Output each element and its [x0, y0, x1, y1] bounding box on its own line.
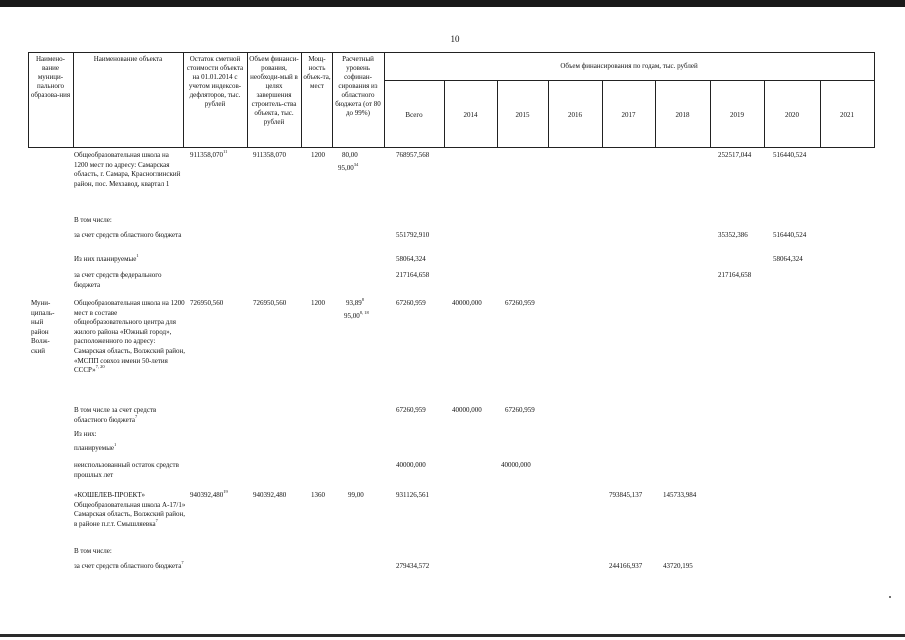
remaining-cost: 726950,560 — [190, 299, 224, 307]
total-value: 40000,000 — [396, 461, 426, 469]
subtotal-label: В том числе: — [74, 547, 112, 555]
value-2020: 58064,324 — [773, 255, 803, 263]
value-2015: 67260,959 — [505, 299, 535, 307]
subtotal-label: Из них: — [74, 430, 97, 438]
col-line — [247, 52, 248, 148]
value-2019: 252517,044 — [718, 151, 752, 159]
total-value: 768957,568 — [396, 151, 430, 159]
value-2019: 217164,658 — [718, 271, 752, 279]
scan-bottom-border — [0, 634, 905, 637]
cofinancing-level-alt: 95,00$^{8, 18}$ — [344, 310, 369, 320]
total-value: 217164,658 — [396, 271, 430, 279]
header-year-2021: 2021 — [840, 111, 854, 119]
remaining-cost: 940392,480$^{19}$ — [190, 489, 228, 499]
planned-label: планируемые$^1$ — [74, 442, 117, 452]
value-2020: 516440,524 — [773, 231, 807, 239]
federal-budget-label: за счет средств федерального бюджета — [74, 271, 162, 289]
header-remaining-cost: Остаток сметной стоимости объекта на 01.01.2014 с учетом индексов-дефляторов, тыс. рублей — [186, 55, 244, 108]
cofinancing-level-alt: 95,00$^{34}$ — [338, 162, 359, 172]
page-number: 10 — [450, 34, 460, 44]
scan-speck — [889, 596, 891, 598]
object-name: Общеобразовательная школа на 1200 мест по адресу: Самарская область, г. Самара, Красноглинский район, пос. Мехзавод, квартал 1 — [74, 151, 181, 188]
col-line — [301, 52, 302, 148]
value-2014: 40000,000 — [452, 406, 482, 414]
header-years-line — [384, 80, 874, 81]
cofinancing-level: 80,00 — [342, 151, 358, 159]
header-municipality: Наимено-вание муници-пального образова-ния — [30, 55, 71, 99]
object-name: Общеобразовательная школа на 1200 мест в составе общеобразовательного центра для жилого района «Южный город», расположенного по адресу: Самарская область, Волжский район, «МСПП совхоз имени 50-летия СССР»$^{7, 20}$ — [74, 299, 185, 375]
total-value: 67260,959 — [396, 299, 426, 307]
total-value: 931126,561 — [396, 491, 429, 499]
capacity: 1200 — [311, 299, 325, 307]
value-2015: 40000,000 — [501, 461, 531, 469]
header-year-2018: 2018 — [675, 111, 690, 119]
remaining-cost: 911358,070$^{11}$ — [190, 149, 228, 159]
value-2017: 244166,937 — [609, 562, 643, 570]
col-line — [874, 52, 875, 148]
financing-volume: 911358,070 — [253, 151, 286, 159]
regional-budget-label: за счет средств областного бюджета$^7$ — [74, 560, 184, 570]
planned-label: Из них планируемые$^1$ — [74, 253, 139, 263]
total-value: 58064,324 — [396, 255, 426, 263]
subtotal-label: В том числе: — [74, 216, 112, 224]
header-year-2016: 2016 — [568, 111, 582, 119]
header-financing-by-years: Объем финансирования по годам, тыс. рублей — [560, 62, 698, 70]
header-financing-volume: Объем финанси-рования, необходи-мый в целях завершения строитель-ства объекта, тыс. рублей — [249, 55, 299, 126]
scan-top-border — [0, 0, 905, 7]
value-2017: 793845,137 — [609, 491, 643, 499]
header-year-2015: 2015 — [515, 111, 530, 119]
col-line — [183, 52, 184, 148]
col-line — [28, 52, 29, 148]
header-year-2017: 2017 — [621, 111, 636, 119]
value-2019: 35352,386 — [718, 231, 748, 239]
unused-balance-label: неиспользованный остаток средств прошлых лет — [74, 461, 179, 479]
cofinancing-level: 93,89$^8$ — [346, 297, 364, 307]
total-value: 279434,572 — [396, 562, 430, 570]
cofinancing-level: 99,00 — [348, 491, 364, 499]
regional-budget-label: за счет средств областного бюджета — [74, 231, 182, 239]
col-line — [73, 52, 74, 148]
value-2015: 67260,959 — [505, 406, 535, 414]
municipality-name: Муни-ципаль-ный район Волж-ский — [31, 299, 55, 355]
header-year-2020: 2020 — [785, 111, 799, 119]
regional-budget-label: В том числе за счет средств областного бюджета$^7$ — [74, 406, 157, 424]
value-2014: 40000,000 — [452, 299, 482, 307]
total-value: 67260,959 — [396, 406, 426, 414]
capacity: 1200 — [311, 151, 325, 159]
col-line — [332, 52, 333, 148]
value-2020: 516440,524 — [773, 151, 807, 159]
header-bottom-line — [28, 147, 874, 148]
value-2018: 43720,195 — [663, 562, 693, 570]
object-name: «КОШЕЛЕВ-ПРОЕКТ» Общеобразовательная школа А-17/1» Самарская область, Волжский район, в районе п.г.т. Смышляевка$^7$ — [74, 491, 186, 528]
capacity: 1360 — [311, 491, 325, 499]
header-total: Всего — [405, 111, 423, 119]
header-cofinancing-level: Расчетный уровень софинан-сирования из областного бюджета (от 80 до 99%) — [335, 55, 381, 117]
header-year-2019: 2019 — [730, 111, 744, 119]
header-top-line — [28, 52, 874, 53]
total-value: 551792,910 — [396, 231, 430, 239]
value-2018: 145733,984 — [663, 491, 697, 499]
header-capacity: Мощ-ность объек-та, мест — [303, 55, 331, 90]
header-object: Наименование объекта — [93, 55, 163, 63]
financing-volume: 940392,480 — [253, 491, 287, 499]
financing-volume: 726950,560 — [253, 299, 287, 307]
header-year-2014: 2014 — [463, 111, 478, 119]
table-header — [28, 52, 874, 148]
